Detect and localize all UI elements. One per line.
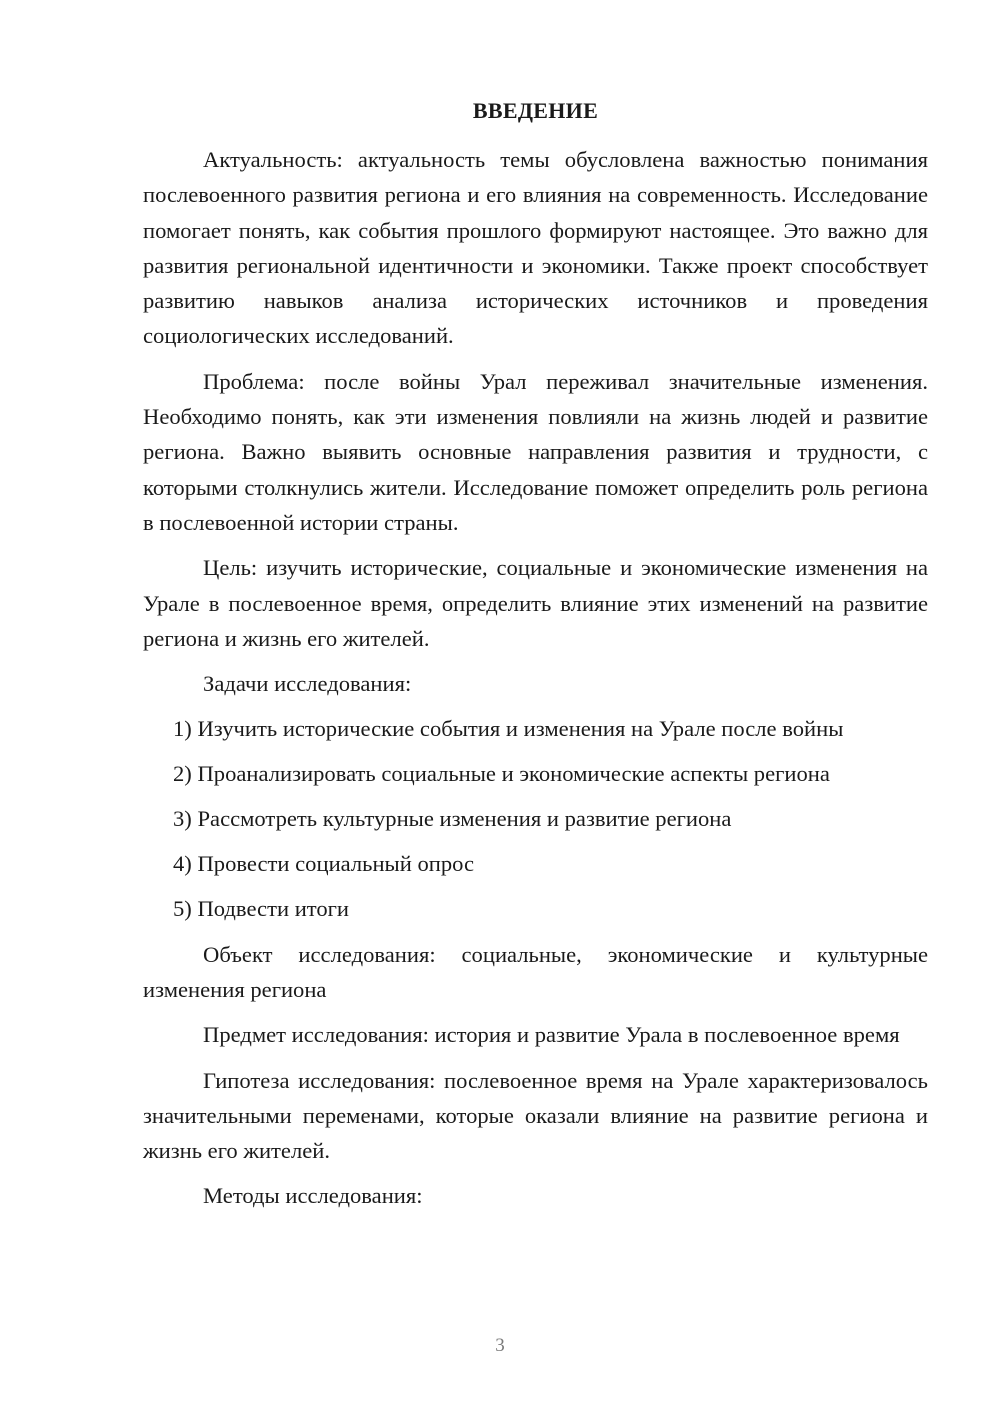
list-item: 4) Провести социальный опрос — [173, 851, 475, 877]
paragraph-relevance: Актуальность: актуальность темы обусловлена важностью понимания послевоенного развития региона и его влияния на современность. Исследование помогает понять, как события прошлого формируют настоящее. Это важно для развития региональной идентичности и экономики. Также проект способствует развитию навыков анализа исторических источников и проведения социологических исследований. — [143, 147, 928, 349]
paragraph-goal: Цель: изучить исторические, социальные и экономические изменения на Урале в послевоенное время, определить влияние этих изменений на развитие региона и жизнь его жителей. — [143, 555, 928, 651]
list-item: 1) Изучить исторические события и изменения на Урале после войны — [173, 716, 844, 742]
list-item: 5) Подвести итоги — [173, 896, 350, 922]
tasks-heading: Задачи исследования: — [203, 671, 412, 697]
list-item: 3) Рассмотреть культурные изменения и развитие региона — [173, 806, 732, 832]
document-body — [143, 142, 928, 1214]
methods-heading: Методы исследования: — [203, 1183, 423, 1209]
paragraph-problem: Проблема: после войны Урал переживал значительные изменения. Необходимо понять, как эти изменения повлияли на жизнь людей и развитие региона. Важно выявить основные направления развития и трудности, с которыми столкнулись жители. Исследование поможет определить роль региона в послевоенной истории страны. — [143, 368, 928, 535]
paragraph-subject: Предмет исследования: история и развитие Урала в послевоенное время — [203, 1022, 900, 1048]
paragraph-hypothesis: Гипотеза исследования: послевоенное время на Урале характеризовалось значительными переменами, которые оказали влияние на развитие региона и жизнь его жителей. — [143, 1067, 928, 1164]
tasks-list — [143, 711, 928, 926]
list-item: 2) Проанализировать социальные и экономические аспекты региона — [173, 761, 830, 787]
section-title: ВВЕДЕНИЕ — [472, 98, 599, 123]
paragraph-object: Объект исследования: социальные, экономические и культурные изменения региона — [143, 941, 928, 1002]
page-number: 3 — [495, 1335, 505, 1356]
